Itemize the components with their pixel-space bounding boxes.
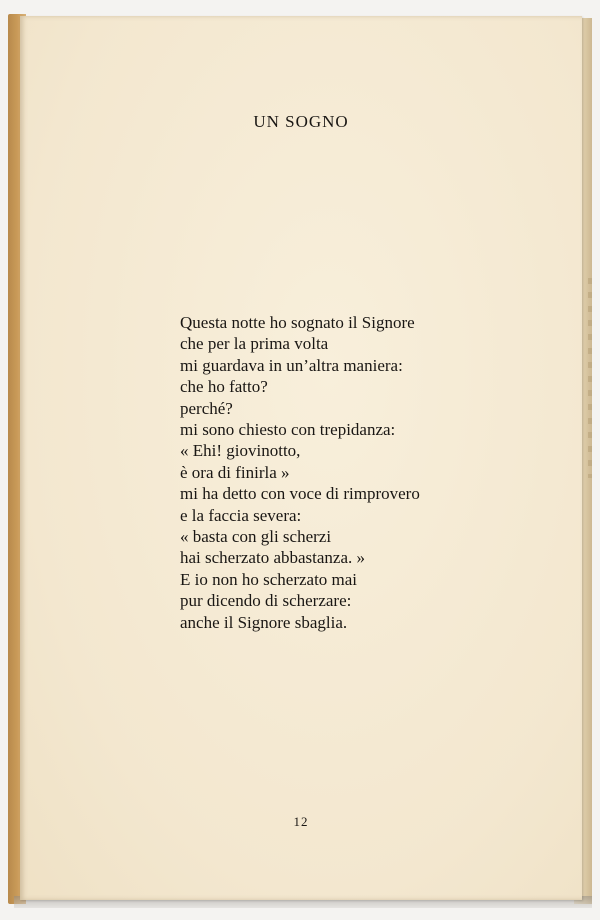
poem-line: hai scherzato abbastanza. » [180,548,366,568]
poem-line: anche il Signore sbaglia. [180,612,348,632]
poem-line: « Ehi! giovinotto, [180,441,301,461]
poem-line: e la faccia severa: [180,505,302,525]
poem-line: mi guardava in un’altra maniera: [180,355,403,375]
book-page [20,16,582,900]
poem-line: E io non ho scherzato mai [180,569,358,589]
poem-line: perché? [180,398,233,418]
poem-line: pur dicendo di scherzare: [180,591,352,611]
poem-line: mi sono chiesto con trepidanza: [180,420,396,440]
poem-title: UN SOGNO [253,112,349,131]
poem-line: « basta con gli scherzi [180,527,332,547]
poem-line: è ora di finirla » [180,462,290,482]
poem-line: Questa notte ho sognato il Signore [180,313,415,332]
poem-line: che per la prima volta [180,334,329,354]
page-number: 12 [293,814,309,829]
poem-line: che ho fatto? [180,377,268,397]
poem-text [180,312,420,633]
poem-line: mi ha detto con voce di rimprovero [180,484,420,504]
